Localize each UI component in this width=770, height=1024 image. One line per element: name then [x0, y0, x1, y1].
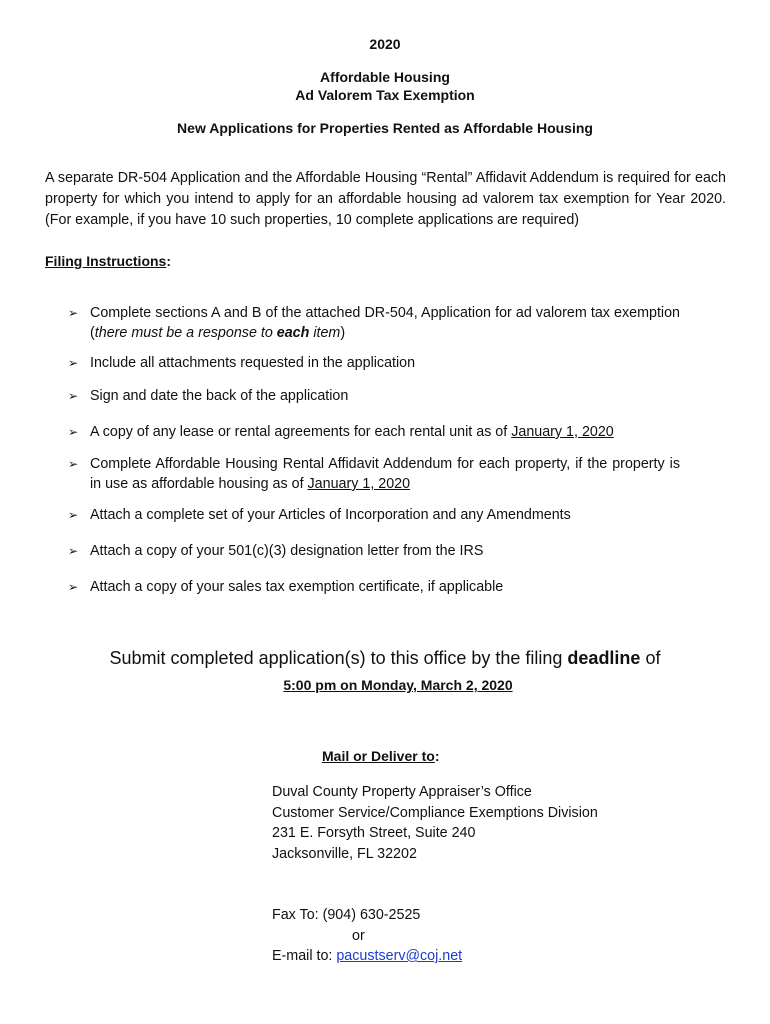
instruction-text-italic: item [309, 325, 341, 341]
filing-instructions-heading [45, 253, 171, 270]
email-link[interactable]: pacustserv@coj.net [336, 948, 463, 964]
address-line: Customer Service/Compliance Exemptions Division [272, 805, 598, 821]
or-line: or [352, 928, 365, 944]
document-year: 2020 [369, 36, 401, 52]
submit-text: of [640, 648, 661, 668]
instruction-text: Attach a copy of your 501(c)(3) designation letter from the IRS [90, 543, 484, 559]
document-title-line2: Ad Valorem Tax Exemption [295, 87, 475, 103]
arrow-bullet-icon: ➢ [68, 389, 79, 403]
instruction-item [68, 386, 680, 406]
mail-heading [322, 748, 439, 765]
instruction-text-italic: there must be a response to [94, 325, 277, 341]
instruction-item [68, 422, 680, 442]
arrow-bullet-icon: ➢ [68, 425, 79, 439]
submit-text: Submit completed application(s) to this office by the filing [109, 648, 568, 668]
instruction-item [68, 541, 680, 561]
instruction-text: Attach a copy of your sales tax exemption certificate, if applicable [90, 579, 504, 595]
instruction-text: Sign and date the back of the application [90, 388, 349, 404]
arrow-bullet-icon: ➢ [68, 508, 79, 522]
deadline-date [0, 677, 770, 694]
instruction-item [68, 454, 680, 494]
address-line: Duval County Property Appraiser’s Office [272, 784, 532, 800]
instruction-text-part: Complete sections A and B of the attached DR-504, Application for ad valorem tax exemption ( [90, 305, 680, 341]
filing-instructions-colon: : [166, 253, 172, 269]
arrow-bullet-icon: ➢ [68, 457, 79, 471]
intro-paragraph: A separate DR-504 Application and the Affordable Housing “Rental” Affidavit Addendum is required for each property for which you intend to apply for an affordable housing ad valorem tax exemption for Year 2020. (For example, if you have 10 such properties, 10 complete applications are required) [45, 170, 726, 228]
filing-instructions-label: Filing Instructions [45, 253, 167, 269]
mail-heading-colon: : [434, 748, 440, 764]
address-line: Jacksonville, FL 32202 [272, 846, 417, 862]
mail-heading-label: Mail or Deliver to [322, 748, 435, 764]
deadline-word: deadline [567, 648, 641, 668]
instruction-date: January 1, 2020 [307, 476, 411, 492]
arrow-bullet-icon: ➢ [68, 544, 79, 558]
instruction-text-part: ) [340, 325, 346, 341]
instruction-text: Attach a complete set of your Articles of Incorporation and any Amendments [90, 507, 571, 523]
instruction-item [68, 353, 680, 373]
instruction-text [90, 303, 680, 343]
instruction-item [68, 505, 680, 525]
arrow-bullet-icon: ➢ [68, 356, 79, 370]
instruction-text-part: Complete Affordable Housing Rental Affidavit Addendum for each property, if the property is in use as affordable housing as of [90, 456, 680, 492]
instruction-text [90, 422, 680, 442]
address-line: 231 E. Forsyth Street, Suite 240 [272, 825, 476, 841]
instruction-date: January 1, 2020 [511, 424, 614, 440]
instruction-text-part: A copy of any lease or rental agreements for each rental unit as of [90, 424, 512, 440]
instruction-text-emphasis: each [276, 325, 310, 341]
arrow-bullet-icon: ➢ [68, 580, 79, 594]
instruction-item [68, 577, 680, 597]
instruction-text: Include all attachments requested in the application [90, 355, 416, 371]
instruction-text [90, 454, 680, 494]
document-title-line1: Affordable Housing [320, 69, 450, 85]
email-line [272, 946, 462, 967]
arrow-bullet-icon: ➢ [68, 306, 79, 320]
email-label: E-mail to: [272, 948, 337, 964]
instruction-item [68, 303, 680, 343]
deadline-date-text: 5:00 pm on Monday, March 2, 2020 [283, 677, 513, 693]
submit-statement [0, 646, 770, 670]
document-subtitle: New Applications for Properties Rented as Affordable Housing [177, 120, 593, 136]
fax-line: Fax To: (904) 630-2525 [272, 907, 421, 923]
